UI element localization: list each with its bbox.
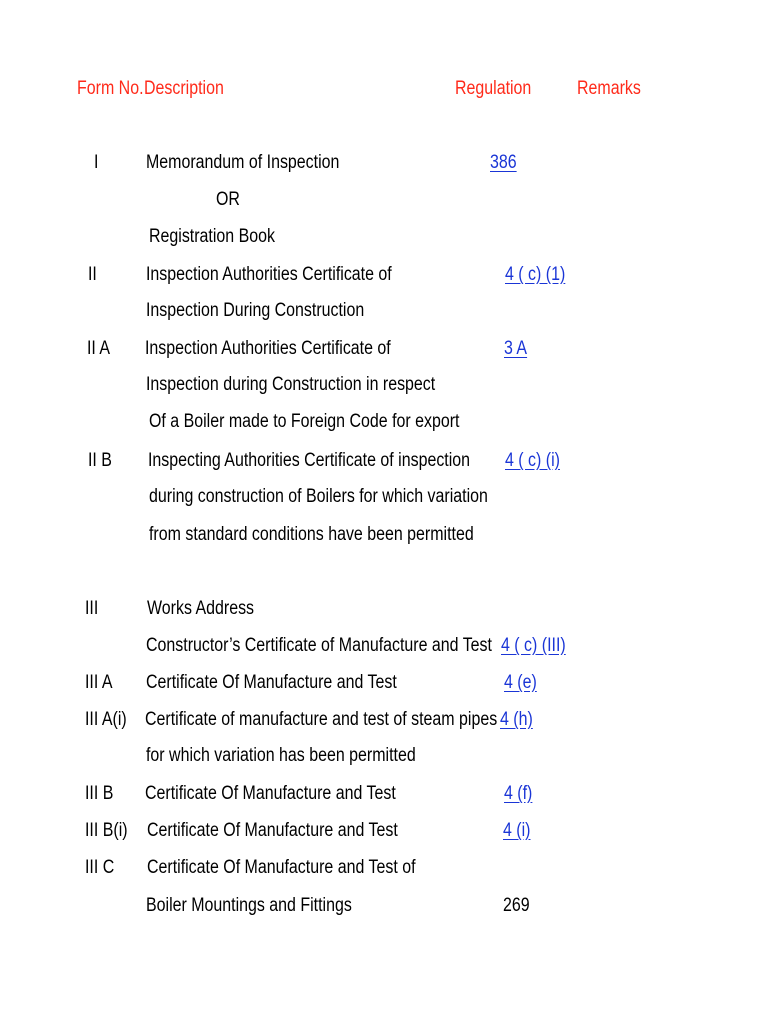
description-line: Inspection during Construction in respect [146,374,436,395]
description-line: Constructor’s Certificate of Manufacture and Test [146,635,492,656]
header-form-no: Form No. [77,78,144,99]
regulation-value: 269 [503,895,530,916]
form-number: III C [85,857,115,878]
form-number: III [85,598,99,619]
description-line: during construction of Boilers for which variation [149,486,488,507]
regulation-link[interactable]: 4 ( c) (III) [501,635,566,656]
form-number: III B(i) [85,820,128,841]
regulation-link[interactable]: 4 ( c) (i) [505,450,560,471]
description-line: Certificate Of Manufacture and Test of [147,857,416,878]
regulation-link[interactable]: 3 A [504,338,528,359]
description-line: Certificate Of Manufacture and Test [146,672,397,693]
form-number: II B [88,450,112,471]
description-line: for which variation has been permitted [146,745,416,766]
description-line: Certificate Of Manufacture and Test [147,820,398,841]
description-line: Certificate of manufacture and test of steam pipes [145,709,498,730]
description-line: Inspection Authorities Certificate of [145,338,391,359]
regulation-link[interactable]: 4 ( c) (1) [505,264,566,285]
description-line: Works Address [147,598,255,619]
header-remarks: Remarks [577,78,641,99]
description-line: Inspection During Construction [146,300,365,321]
description-line: Inspection Authorities Certificate of [146,264,392,285]
description-line: from standard conditions have been permitted [149,524,474,545]
description-line: Inspecting Authorities Certificate of inspection [148,450,471,471]
regulation-link[interactable]: 4 (e) [504,672,537,693]
description-line: Registration Book [149,226,275,247]
form-number: III B [85,783,114,804]
description-line: OR [216,189,240,210]
description-line: Boiler Mountings and Fittings [146,895,352,916]
regulation-link[interactable]: 4 (f) [504,783,533,804]
regulation-link[interactable]: 4 (h) [500,709,533,730]
form-number: II [88,264,97,285]
form-number: II A [87,338,111,359]
description-line: Memorandum of Inspection [146,152,340,173]
regulation-link[interactable]: 4 (i) [503,820,531,841]
form-number: III A(i) [85,709,127,730]
form-number: I [94,152,99,173]
description-line: Certificate Of Manufacture and Test [145,783,396,804]
regulation-link[interactable]: 386 [490,152,517,173]
header-regulation: Regulation [455,78,532,99]
description-line: Of a Boiler made to Foreign Code for export [149,411,460,432]
header-description: Description [144,78,224,99]
form-number: III A [85,672,113,693]
